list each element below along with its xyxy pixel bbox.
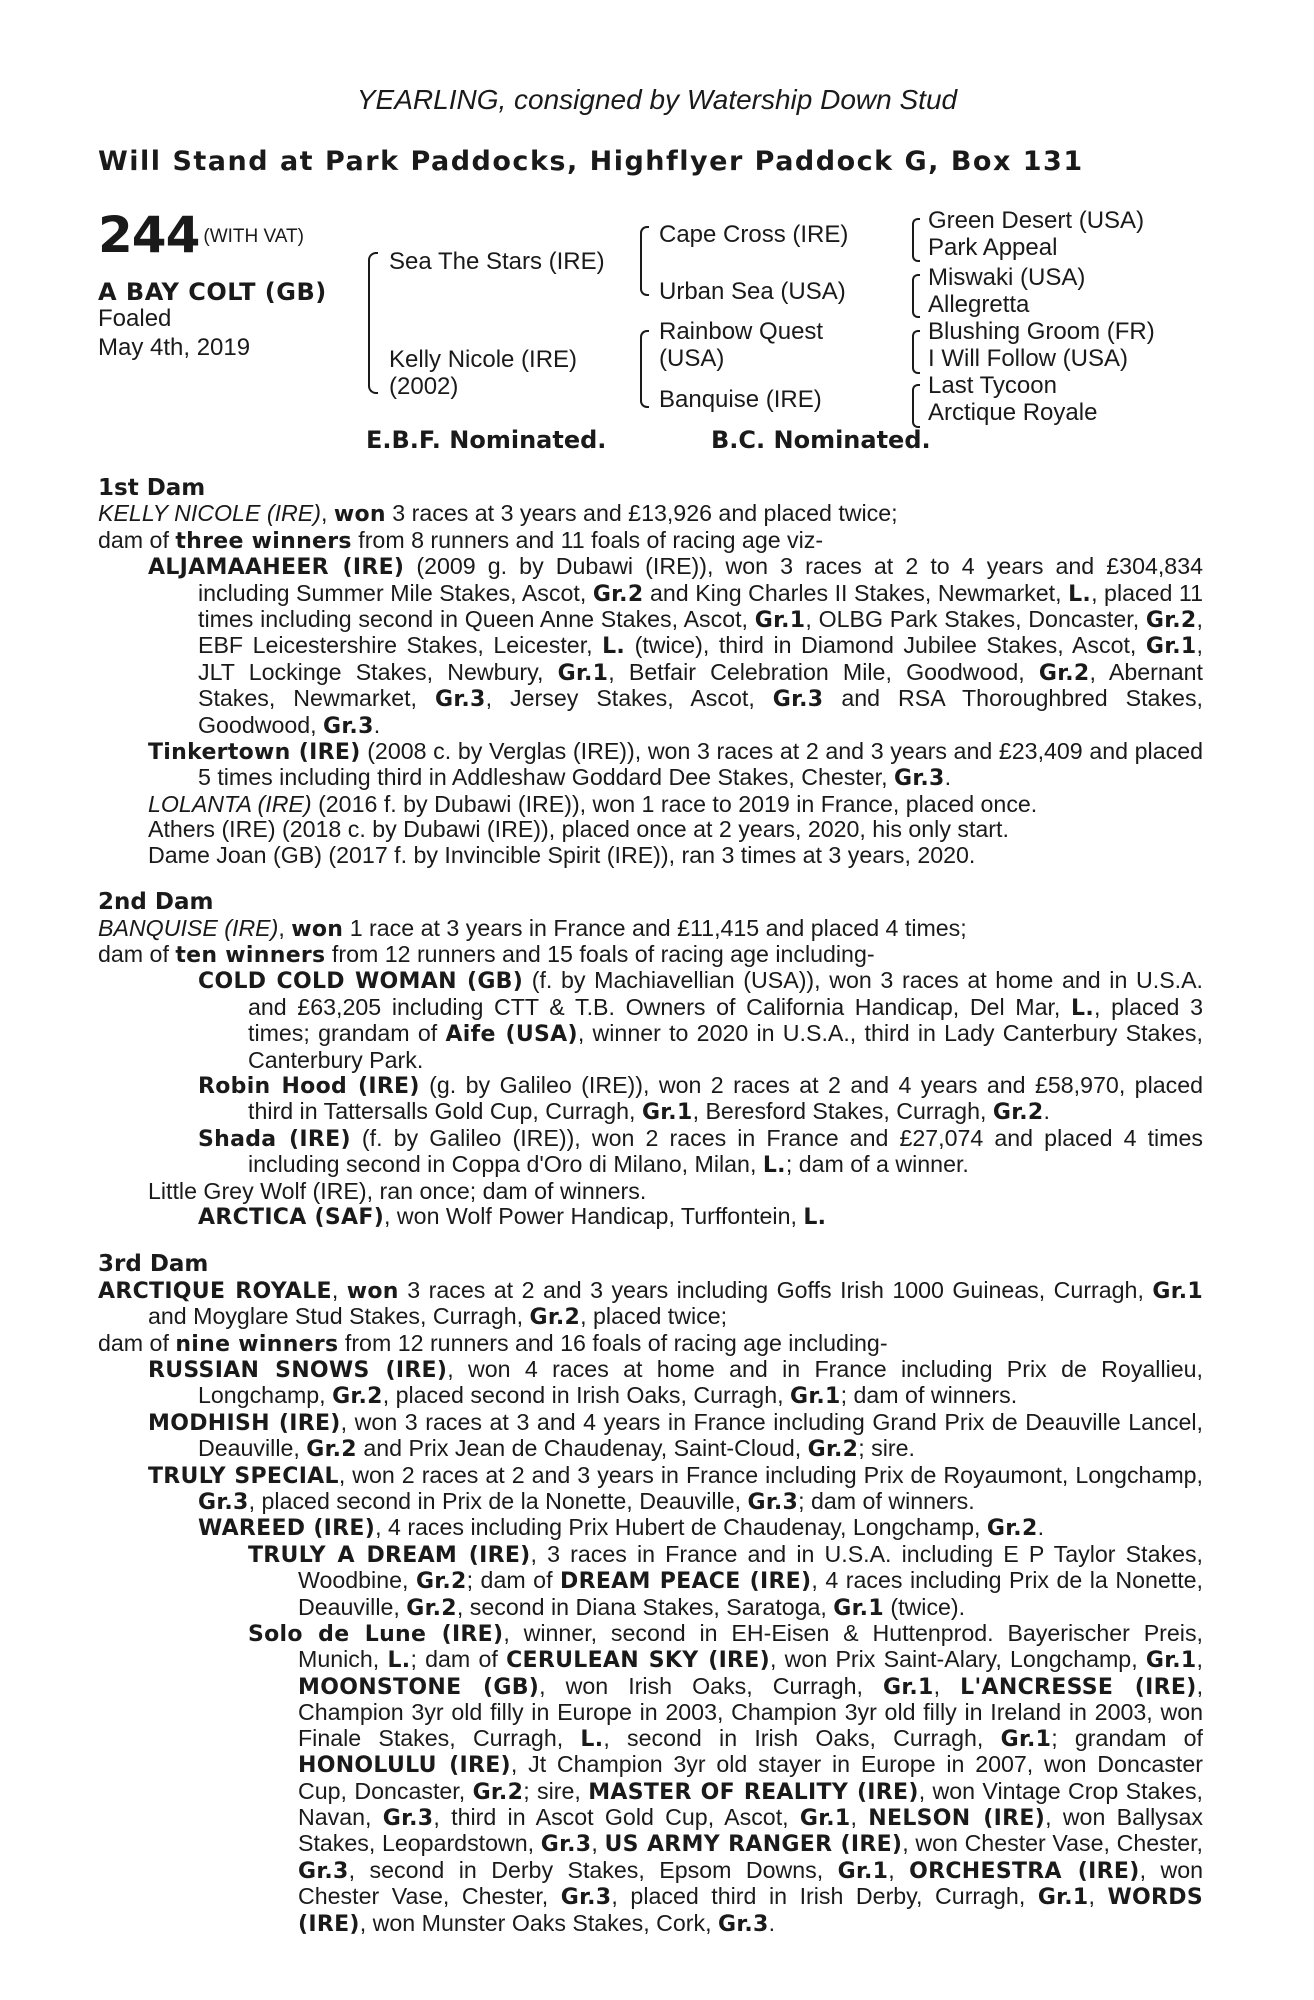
text-run: Gr.3 bbox=[560, 1885, 612, 1911]
text-run: Gr.3 bbox=[323, 713, 374, 739]
text-run: ORCHESTRA (IRE) bbox=[909, 1858, 1140, 1884]
text-run: , winner to 2020 in U.S.A., third in Lady Canterbury Stakes, Canterbury Park. bbox=[248, 1020, 1203, 1073]
text-run: (f. by Galileo (IRE)), won 2 races in France and £27,074 and placed 4 times including second in Coppa d'Oro di Milano, Milan, bbox=[248, 1124, 1203, 1178]
text-run: (f. by Machiavellian (USA)), won 3 races at home and in U.S.A. and £63,205 including CTT & T.B. Owners of California Handicap, Del Mar, bbox=[248, 967, 1204, 1020]
text-run: . bbox=[944, 764, 952, 791]
pedigree-dam-sire: Rainbow Quest (USA) bbox=[659, 318, 824, 372]
pedigree-paragraph bbox=[98, 968, 1203, 1073]
text-run: dam of bbox=[98, 1329, 176, 1356]
text-run: Gr.3 bbox=[198, 1490, 249, 1516]
text-run: L. bbox=[602, 634, 626, 660]
text-run: L. bbox=[580, 1726, 604, 1752]
text-run: 1 race at 3 years in France and £11,415 and placed 4 times; bbox=[343, 914, 967, 941]
text-run: from 12 runners and 16 foals of racing age including- bbox=[338, 1329, 888, 1356]
ebf-nomination: E.B.F. Nominated. bbox=[366, 426, 607, 454]
foaled-label: Foaled bbox=[98, 305, 172, 332]
text-run: ; sire, bbox=[523, 1777, 589, 1804]
text-run: and King Charles II Stakes, Newmarket, bbox=[643, 579, 1069, 606]
text-run: Aife (USA) bbox=[445, 1022, 578, 1048]
text-run: MODHISH (IRE) bbox=[148, 1410, 341, 1436]
text-run: Gr.2 bbox=[1038, 660, 1090, 686]
text-run: and Prix Jean de Chaudenay, Saint-Cloud, bbox=[356, 1435, 808, 1462]
text-run: , bbox=[850, 1803, 869, 1830]
pedigree-g8: Arctique Royale bbox=[928, 399, 1098, 426]
text-run: dam of bbox=[98, 940, 176, 967]
text-run: Gr.3 bbox=[434, 687, 486, 713]
pedigree-brace-g2 bbox=[912, 274, 920, 318]
pedigree-brace-sire bbox=[640, 226, 649, 296]
pedigree-paragraph bbox=[98, 1073, 1203, 1126]
text-run: Gr.2 bbox=[986, 1516, 1038, 1542]
text-run: , Betfair Celebration Mile, Goodwood, bbox=[608, 658, 1039, 685]
text-run: ARCTICA (SAF) bbox=[198, 1204, 385, 1230]
text-run: Gr.1 bbox=[883, 1674, 934, 1700]
text-run: , bbox=[1196, 1646, 1203, 1673]
pedigree-paragraph bbox=[98, 942, 1203, 968]
text-run: , bbox=[1088, 1883, 1108, 1910]
pedigree-paragraph bbox=[98, 1515, 1203, 1541]
text-run: Gr.1 bbox=[833, 1595, 884, 1621]
text-run: Gr.1 bbox=[837, 1858, 889, 1884]
text-run: Gr.1 bbox=[799, 1805, 851, 1831]
text-run: Gr.2 bbox=[332, 1384, 383, 1410]
text-run: L. bbox=[387, 1648, 411, 1674]
text-run: Gr.1 bbox=[754, 608, 806, 634]
text-run: and Moyglare Stud Stakes, Curragh, bbox=[148, 1303, 530, 1330]
consignment-line: YEARLING, consigned by Watership Down Stud bbox=[356, 84, 958, 115]
pedigree-sire-sire: Cape Cross (IRE) bbox=[659, 221, 849, 248]
text-run: KELLY NICOLE (IRE) bbox=[98, 500, 321, 527]
text-run: . bbox=[1043, 1098, 1050, 1125]
text-run: Gr.3 bbox=[747, 1490, 799, 1516]
text-run: (2016 f. by Dubawi (IRE)), won 1 race to 2019 in France, placed once. bbox=[311, 790, 1038, 817]
text-run: won bbox=[333, 502, 386, 528]
text-run: US ARMY RANGER (IRE) bbox=[604, 1832, 903, 1858]
pedigree-paragraph bbox=[98, 792, 1203, 817]
text-run: and RSA Thoroughbred Stakes, Goodwood, bbox=[198, 685, 1203, 738]
text-run: Gr.2 bbox=[592, 581, 644, 607]
text-run: , won Ballysax Stakes, Leopardstown, bbox=[298, 1803, 1203, 1857]
pedigree-paragraph bbox=[98, 843, 1203, 868]
text-run: , bbox=[331, 1276, 347, 1303]
pedigree-paragraph bbox=[98, 1410, 1203, 1463]
text-run: , 4 races including Prix Hubert de Chaudenay, Longchamp, bbox=[375, 1514, 987, 1541]
text-run: won bbox=[291, 916, 344, 942]
text-run: , Beresford Stakes, Curragh, bbox=[692, 1098, 993, 1125]
text-run: Gr.3 bbox=[298, 1858, 349, 1884]
text-run: Gr.2 bbox=[306, 1437, 357, 1463]
lot-number-block bbox=[98, 206, 304, 264]
text-run: Gr.1 bbox=[789, 1384, 841, 1410]
text-run: RUSSIAN SNOWS (IRE) bbox=[148, 1358, 448, 1383]
text-run: ; dam of winners. bbox=[798, 1488, 975, 1515]
stand-location: Will Stand at Park Paddocks, Highflyer Paddock G, Box 131 bbox=[98, 146, 1084, 177]
text-run: , placed twice; bbox=[580, 1303, 728, 1330]
text-run: , second in Derby Stakes, Epsom Downs, bbox=[348, 1856, 838, 1883]
bc-nomination: B.C. Nominated. bbox=[711, 426, 931, 454]
text-run: Gr.1 bbox=[557, 660, 609, 686]
text-run: ; dam of bbox=[466, 1567, 561, 1594]
text-run: , won Chester Vase, Chester, bbox=[902, 1830, 1203, 1857]
text-run: , won 3 races at 3 and 4 years in France including Grand Prix de Deauville Lancel, Deauville, bbox=[198, 1408, 1203, 1462]
text-run: nine winners bbox=[175, 1331, 339, 1357]
pedigree-paragraph bbox=[98, 528, 1203, 554]
text-run: ; dam of winners. bbox=[840, 1382, 1018, 1409]
text-run: Gr.3 bbox=[718, 1911, 769, 1937]
text-run: 3 races at 3 years and £13,926 and placed twice; bbox=[385, 500, 898, 527]
text-run: (2009 g. by Dubawi (IRE)), won 3 races at 2 to 4 years and £304,834 including Summer Mile Stakes, Ascot, bbox=[198, 553, 1203, 606]
pedigree-g2: Park Appeal bbox=[928, 234, 1058, 261]
text-run: ; grandam of bbox=[1051, 1724, 1203, 1751]
text-run: Little Grey Wolf (IRE), ran once; dam of winners. bbox=[148, 1177, 647, 1204]
text-run: , third in Ascot Gold Cup, Ascot, bbox=[433, 1803, 800, 1830]
pedigree-brace-g1 bbox=[912, 218, 920, 262]
text-run: (g. by Galileo (IRE)), won 2 races at 2 and 4 years and £58,970, placed third in Tattersalls Gold Cup, Curragh, bbox=[248, 1071, 1204, 1125]
pedigree-brace-dam bbox=[640, 330, 649, 408]
pedigree-brace-g3 bbox=[912, 330, 920, 374]
pedigree-paragraph bbox=[98, 1204, 1203, 1230]
text-run: TRULY SPECIAL bbox=[148, 1463, 339, 1489]
vat-note: (WITH VAT) bbox=[203, 226, 304, 247]
text-run: Gr.1 bbox=[1145, 634, 1197, 660]
text-run: , won Wolf Power Handicap, Turffontein, bbox=[384, 1202, 804, 1229]
text-run: Gr.1 bbox=[1152, 1278, 1203, 1304]
pedigree-paragraph bbox=[98, 1542, 1203, 1621]
pedigree-g7: Last Tycoon bbox=[928, 372, 1057, 399]
text-run: , Champion 3yr old filly in Europe in 2003, Champion 3yr old filly in Ireland in 2003, won Finale Stakes, Curragh, bbox=[298, 1672, 1204, 1751]
foaled-info bbox=[98, 304, 250, 362]
text-run: . bbox=[373, 711, 381, 738]
text-run: ; dam of bbox=[410, 1646, 507, 1673]
pedigree-paragraph bbox=[98, 817, 1203, 842]
text-run: WORDS (IRE) bbox=[298, 1885, 1203, 1937]
text-run: , OLBG Park Stakes, Doncaster, bbox=[805, 606, 1146, 633]
text-run: 3 races at 2 and 3 years including Goffs Irish 1000 Guineas, Curragh, bbox=[398, 1276, 1153, 1303]
text-run: L. bbox=[1068, 581, 1092, 607]
pedigree-brace-parents bbox=[368, 252, 378, 394]
text-run: MOONSTONE (GB) bbox=[298, 1674, 540, 1700]
section-heading: 2nd Dam bbox=[98, 889, 214, 916]
text-run: , winner, second in EH-Eisen & Huttenprod. Bayerischer Preis, Munich, bbox=[298, 1620, 1203, 1673]
pedigree-paragraph bbox=[98, 1463, 1203, 1516]
text-run: , won Munster Oaks Stakes, Cork, bbox=[359, 1909, 719, 1936]
text-run: from 8 runners and 11 foals of racing age viz- bbox=[351, 526, 824, 553]
section-heading: 1st Dam bbox=[98, 475, 206, 501]
text-run: , bbox=[591, 1830, 605, 1857]
text-run: COLD COLD WOMAN (GB) bbox=[198, 969, 524, 995]
text-run: Gr.2 bbox=[415, 1569, 467, 1595]
text-run: (2008 c. by Verglas (IRE)), won 3 races at 2 and 3 years and £23,409 and placed 5 times including third in Addleshaw Goddard Dee Stakes, Chester, bbox=[198, 738, 1203, 791]
text-run: Gr.1 bbox=[641, 1100, 693, 1126]
pedigree-notes bbox=[98, 476, 1203, 1937]
text-run: , placed 3 times; grandam of bbox=[248, 993, 1203, 1047]
pedigree-dam: Kelly Nicole (IRE) (2002) bbox=[389, 346, 578, 400]
text-run: TRULY A DREAM (IRE) bbox=[248, 1542, 531, 1568]
pedigree-paragraph bbox=[98, 916, 1203, 942]
text-run: , bbox=[933, 1672, 961, 1699]
text-run: , won 4 races at home and in France including Prix de Royallieu, Longchamp, bbox=[198, 1356, 1203, 1409]
text-run: , bbox=[320, 500, 334, 527]
text-run: , 4 races including Prix de la Nonette, Deauville, bbox=[298, 1567, 1203, 1620]
pedigree-g3: Miswaki (USA) bbox=[928, 264, 1086, 291]
text-run: Gr.2 bbox=[1145, 608, 1197, 634]
text-run: , placed 11 times including second in Queen Anne Stakes, Ascot, bbox=[198, 579, 1203, 633]
text-run: Gr.1 bbox=[1145, 1648, 1197, 1674]
text-run: ARCTIQUE ROYALE bbox=[98, 1278, 332, 1304]
text-run: L'ANCRESSE (IRE) bbox=[960, 1674, 1197, 1700]
text-run: Gr.2 bbox=[992, 1100, 1044, 1126]
text-run: , placed second in Prix de la Nonette, Deauville, bbox=[248, 1488, 748, 1515]
text-run: Athers (IRE) (2018 c. by Dubawi (IRE)), placed once at 2 years, 2020, his only start. bbox=[148, 816, 1009, 843]
text-run: , won 2 races at 2 and 3 years in France including Prix de Royaumont, Longchamp, bbox=[338, 1461, 1203, 1488]
pedigree-dam-dam: Banquise (IRE) bbox=[659, 386, 822, 413]
text-run: , EBF Leicestershire Stakes, Leicester, bbox=[198, 606, 1203, 659]
text-run: , won Prix Saint-Alary, Longchamp, bbox=[769, 1646, 1146, 1673]
text-run: , second in Diana Stakes, Saratoga, bbox=[456, 1593, 834, 1620]
text-run: three winners bbox=[175, 528, 352, 554]
pedigree-paragraph bbox=[98, 1621, 1203, 1937]
pedigree-paragraph bbox=[98, 1331, 1203, 1357]
text-run: Gr.3 bbox=[382, 1805, 434, 1831]
text-run: NELSON (IRE) bbox=[868, 1805, 1046, 1831]
text-run: ALJAMAAHEER (IRE) bbox=[148, 555, 405, 581]
pedigree-g4: Allegretta bbox=[928, 291, 1030, 318]
text-run: ; sire. bbox=[858, 1435, 915, 1462]
text-run: won bbox=[346, 1278, 399, 1304]
text-run: Solo de Lune (IRE) bbox=[248, 1622, 504, 1648]
text-run: , bbox=[888, 1856, 910, 1883]
text-run: . bbox=[768, 1909, 776, 1936]
text-run: (twice), third in Diamond Jubilee Stakes, Ascot, bbox=[625, 632, 1146, 659]
text-run: , bbox=[278, 914, 292, 941]
pedigree-paragraph bbox=[98, 554, 1203, 739]
text-run: L. bbox=[803, 1204, 827, 1230]
text-run: , Jt Champion 3yr old stayer in Europe in 2007, won Doncaster Cup, Doncaster, bbox=[298, 1751, 1203, 1804]
text-run: , placed second in Irish Oaks, Curragh, bbox=[382, 1382, 790, 1409]
text-run: , Abernant Stakes, Newmarket, bbox=[198, 658, 1203, 712]
text-run: Gr.3 bbox=[772, 687, 824, 713]
pedigree-paragraph bbox=[98, 1179, 1203, 1204]
text-run: dam of bbox=[98, 526, 176, 553]
text-run: Gr.1 bbox=[1037, 1885, 1089, 1911]
pedigree-sire-dam: Urban Sea (USA) bbox=[659, 278, 846, 305]
pedigree-paragraph bbox=[98, 1126, 1203, 1179]
pedigree-g1: Green Desert (USA) bbox=[928, 207, 1145, 234]
text-run: Gr.2 bbox=[807, 1437, 859, 1463]
text-run: WAREED (IRE) bbox=[198, 1516, 376, 1542]
text-run: , Jersey Stakes, Ascot, bbox=[485, 685, 773, 712]
text-run: Gr.3 bbox=[894, 766, 945, 792]
lot-number: 244 bbox=[98, 206, 200, 264]
text-run: Dame Joan (GB) (2017 f. by Invincible Spirit (IRE)), ran 3 times at 3 years, 2020. bbox=[148, 841, 976, 868]
pedigree-g6: I Will Follow (USA) bbox=[928, 345, 1129, 372]
text-run: Gr.2 bbox=[406, 1595, 457, 1621]
section-heading: 3rd Dam bbox=[98, 1251, 209, 1278]
text-run: ; dam of a winner. bbox=[785, 1151, 969, 1178]
foaled-date: May 4th, 2019 bbox=[98, 334, 251, 361]
pedigree-paragraph bbox=[98, 501, 1203, 527]
text-run: HONOLULU (IRE) bbox=[298, 1753, 511, 1779]
text-run: ten winners bbox=[175, 942, 326, 968]
text-run: Gr.2 bbox=[472, 1779, 524, 1805]
text-run: BANQUISE (IRE) bbox=[98, 914, 279, 941]
text-run: DREAM PEACE (IRE) bbox=[560, 1569, 812, 1595]
text-run: L. bbox=[762, 1153, 786, 1179]
text-run: Gr.2 bbox=[529, 1305, 581, 1331]
text-run: , 3 races in France and in U.S.A. including E P Taylor Stakes, Woodbine, bbox=[298, 1540, 1203, 1594]
text-run: (twice). bbox=[883, 1593, 966, 1620]
text-run: CERULEAN SKY (IRE) bbox=[506, 1648, 770, 1674]
text-run: , won Chester Vase, Chester, bbox=[298, 1856, 1203, 1910]
text-run: . bbox=[1037, 1514, 1045, 1541]
pedigree-g5: Blushing Groom (FR) bbox=[928, 318, 1155, 345]
text-run: L. bbox=[1071, 995, 1094, 1021]
text-run: Tinkertown (IRE) bbox=[148, 740, 361, 766]
text-run: , second in Irish Oaks, Curragh, bbox=[603, 1724, 1001, 1751]
text-run: Gr.1 bbox=[1000, 1726, 1052, 1752]
pedigree-paragraph bbox=[98, 739, 1203, 792]
pedigree-paragraph bbox=[98, 1278, 1203, 1331]
text-run: Robin Hood (IRE) bbox=[198, 1073, 420, 1099]
text-run: , won Vintage Crop Stakes, Navan, bbox=[298, 1777, 1203, 1830]
pedigree-paragraph bbox=[98, 1357, 1203, 1410]
text-run: from 12 runners and 15 foals of racing age including- bbox=[325, 940, 875, 967]
pedigree-brace-g4 bbox=[912, 384, 920, 428]
pedigree-sire: Sea The Stars (IRE) bbox=[389, 248, 605, 275]
text-run: , placed third in Irish Derby, Curragh, bbox=[611, 1883, 1038, 1910]
text-run: Shada (IRE) bbox=[198, 1126, 351, 1152]
text-run: MASTER OF REALITY (IRE) bbox=[588, 1779, 919, 1805]
text-run: , won Irish Oaks, Curragh, bbox=[539, 1672, 884, 1699]
text-run: LOLANTA (IRE) bbox=[148, 790, 312, 817]
horse-description: A BAY COLT (GB) bbox=[98, 278, 327, 306]
text-run: , JLT Lockinge Stakes, Newbury, bbox=[198, 632, 1203, 685]
text-run: Gr.3 bbox=[540, 1832, 592, 1858]
